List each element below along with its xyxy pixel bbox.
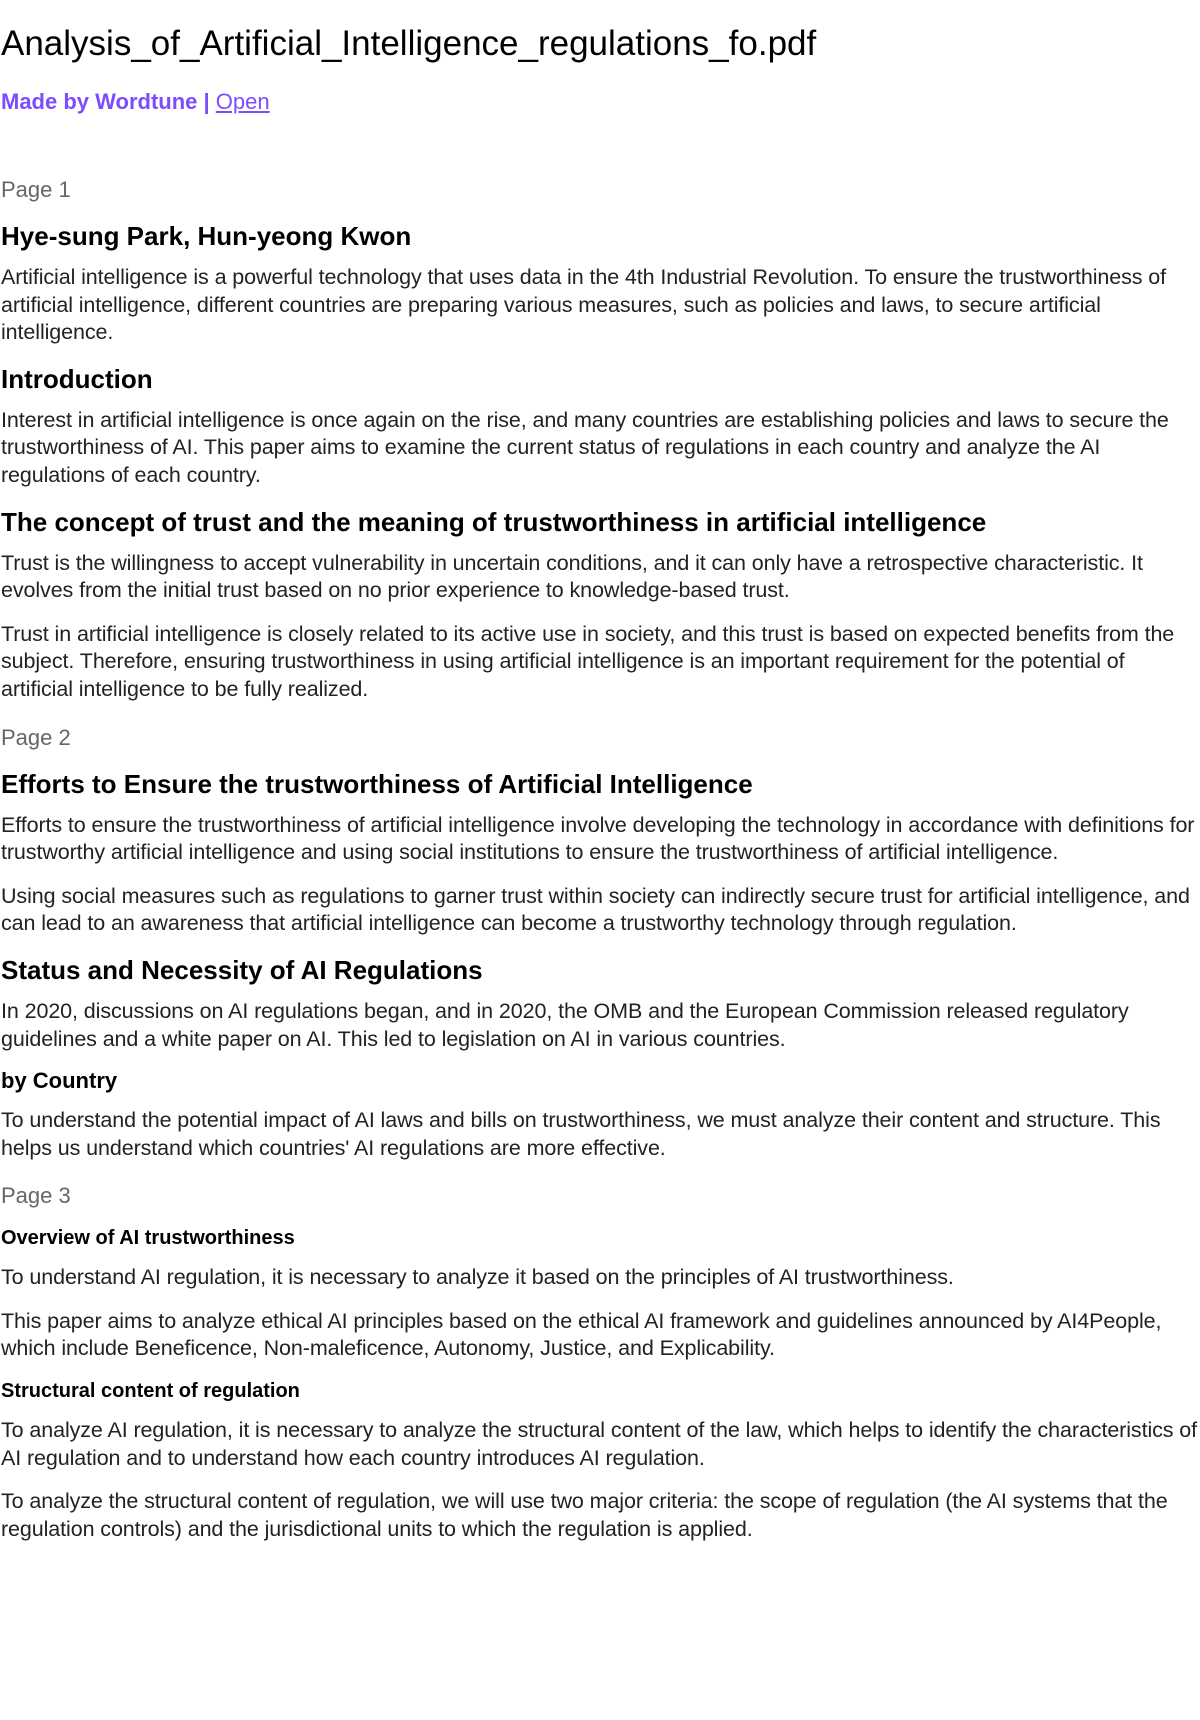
paragraph: To understand AI regulation, it is necessary to analyze it based on the principles of AI trustworthiness.	[1, 1265, 954, 1290]
paragraph: Interest in artificial intelligence is once again on the rise, and many countries are establishing policies and laws to secure the trustworthiness of AI. This paper aims to examine the current status of regulations in each country and analyze the AI regulations of each country.	[1, 407, 1169, 487]
made-by-label: Made by Wordtune |	[1, 89, 210, 114]
section-heading: Status and Necessity of AI Regulations	[1, 954, 483, 985]
authors-heading: Hye-sung Park, Hun-yeong Kwon	[1, 221, 412, 251]
page-label: Page 3	[1, 1183, 71, 1209]
document-title: Analysis_of_Artificial_Intelligence_regulations_fo.pdf	[1, 24, 817, 63]
paragraph: Trust is the willingness to accept vulnerability in uncertain conditions, and it can only have a retrospective characteristic. It evolves from the initial trust based on no prior experience to knowledge-based trust.	[1, 550, 1143, 603]
paragraph: Efforts to ensure the trustworthiness of artificial intelligence involve developing the technology in accordance with definitions for trustworthy artificial intelligence and using social institutions to ensure the trustworthiness of artificial intelligence.	[1, 812, 1195, 865]
subsection-heading: by Country	[1, 1068, 118, 1094]
section-heading: The concept of trust and the meaning of trustworthiness in artificial intelligence	[1, 506, 987, 537]
paragraph: Trust in artificial intelligence is closely related to its active use in society, and this trust is based on expected benefits from the subject. Therefore, ensuring trustworthiness in using artificial intelligence is an important requirement for the potential of artificial intelligence to be fully realized.	[1, 621, 1175, 701]
made-by-line	[1, 88, 1199, 116]
open-link[interactable]: Open	[215, 89, 270, 114]
subsection-heading: Overview of AI trustworthiness	[1, 1227, 295, 1250]
subsection-heading: Structural content of regulation	[1, 1380, 300, 1403]
page-label: Page 1	[1, 177, 71, 202]
paragraph: Using social measures such as regulations to garner trust within society can indirectly secure trust for artificial intelligence, and can lead to an awareness that artificial intelligence can become a trustworthy technology through regulation.	[1, 883, 1190, 936]
document	[0, 22, 1199, 1543]
section-heading: Introduction	[1, 363, 153, 394]
paragraph: Artificial intelligence is a powerful technology that uses data in the 4th Industrial Revolution. To ensure the trustworthiness of artificial intelligence, different countries are preparing various measures, such as policies and laws, to secure artificial intelligence.	[1, 265, 1166, 345]
section-heading: Efforts to Ensure the trustworthiness of Artificial Intelligence	[1, 768, 753, 799]
page-label: Page 2	[1, 724, 71, 750]
paragraph: To analyze AI regulation, it is necessary to analyze the structural content of the law, which helps to identify the characteristics of AI regulation and to understand how each country introduces AI regulation.	[1, 1418, 1198, 1470]
paragraph: To understand the potential impact of AI laws and bills on trustworthiness, we must analyze their content and structure. This helps us understand which countries' AI regulations are more effective.	[1, 1108, 1161, 1160]
paragraph: This paper aims to analyze ethical AI principles based on the ethical AI framework and guidelines announced by AI4People, which include Beneficence, Non-maleficence, Autonomy, Justice, and Explicability.	[1, 1308, 1162, 1361]
paragraph: To analyze the structural content of regulation, we will use two major criteria: the scope of regulation (the AI systems that the regulation controls) and the jurisdictional units to which the regulation is applied.	[1, 1489, 1168, 1541]
paragraph: In 2020, discussions on AI regulations began, and in 2020, the OMB and the European Commission released regulatory guidelines and a white paper on AI. This led to legislation on AI in various countries.	[1, 998, 1129, 1051]
